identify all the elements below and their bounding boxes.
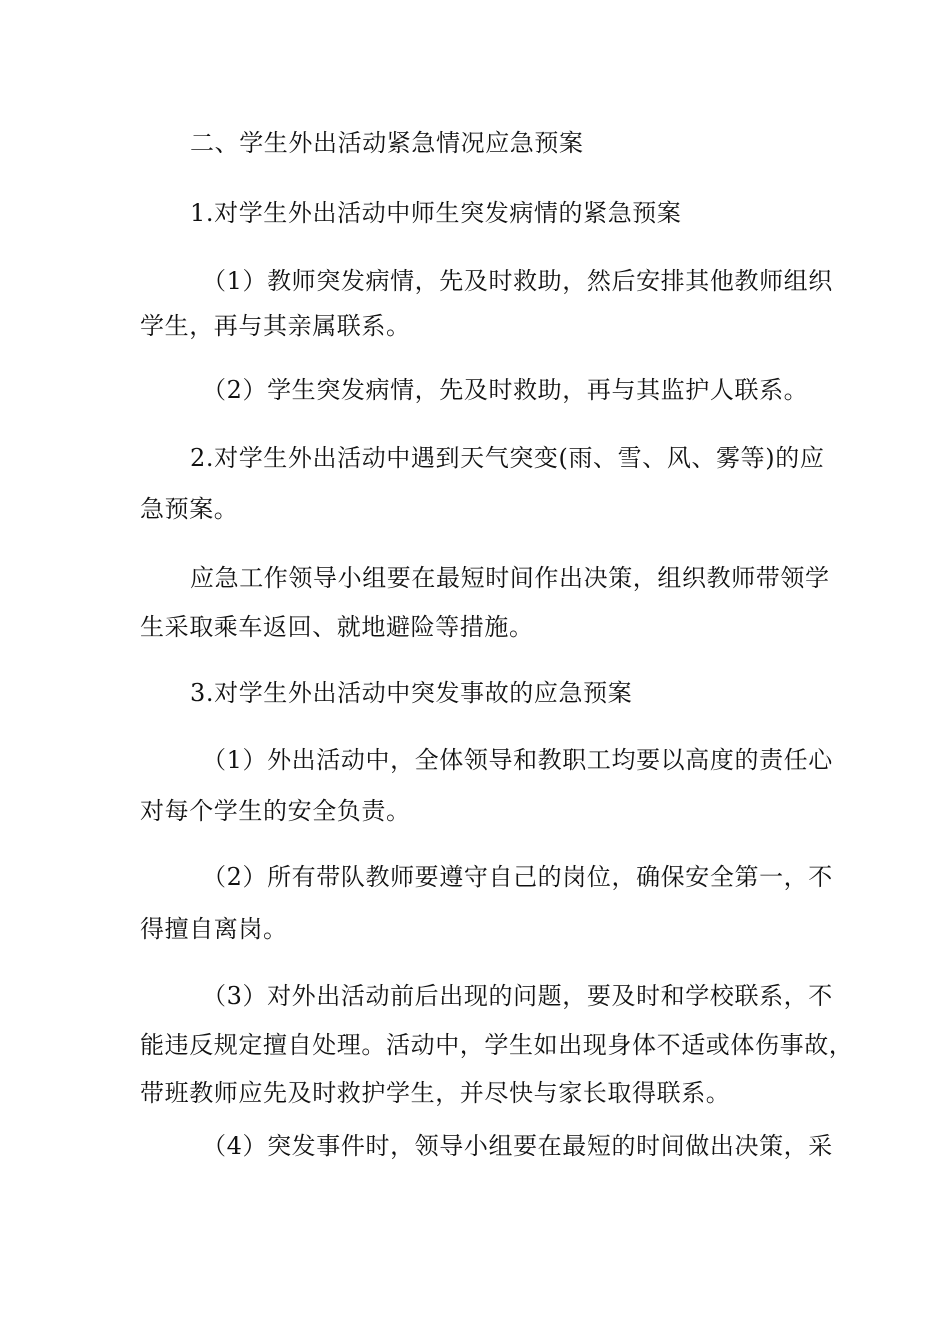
paragraph-line: （1）外出活动中，全体领导和教职工均要以高度的责任心 bbox=[202, 746, 833, 774]
paragraph-line: （4）突发事件时，领导小组要在最短的时间做出决策，采 bbox=[202, 1132, 833, 1160]
subsection-heading-1: 1.对学生外出活动中师生突发病情的紧急预案 bbox=[190, 199, 682, 227]
paragraph-line: 能违反规定擅自处理。活动中，学生如出现身体不适或体伤事故， bbox=[140, 1031, 854, 1059]
paragraph-line: 对每个学生的安全负责。 bbox=[140, 797, 411, 825]
paragraph-line: 急预案。 bbox=[140, 495, 239, 523]
paragraph-line: 学生，再与其亲属联系。 bbox=[140, 312, 411, 340]
subsection-heading-2: 2.对学生外出活动中遇到天气突变(雨、雪、风、雾等)的应 bbox=[190, 444, 825, 472]
paragraph-line: 生采取乘车返回、就地避险等措施。 bbox=[140, 613, 534, 641]
paragraph-line: 得擅自离岗。 bbox=[140, 915, 288, 943]
section-heading: 二、学生外出活动紧急情况应急预案 bbox=[190, 129, 584, 157]
paragraph-line: 带班教师应先及时救护学生，并尽快与家长取得联系。 bbox=[140, 1079, 731, 1107]
subsection-heading-3: 3.对学生外出活动中突发事故的应急预案 bbox=[190, 679, 633, 707]
paragraph-line: 应急工作领导小组要在最短时间作出决策，组织教师带领学 bbox=[190, 564, 830, 592]
paragraph-line: （2）所有带队教师要遵守自己的岗位，确保安全第一，不 bbox=[202, 863, 833, 891]
paragraph-line: （1）教师突发病情，先及时救助，然后安排其他教师组织 bbox=[202, 267, 833, 295]
paragraph-line: （3）对外出活动前后出现的问题，要及时和学校联系，不 bbox=[202, 982, 833, 1010]
paragraph-line: （2）学生突发病情，先及时救助，再与其监护人联系。 bbox=[202, 376, 809, 404]
